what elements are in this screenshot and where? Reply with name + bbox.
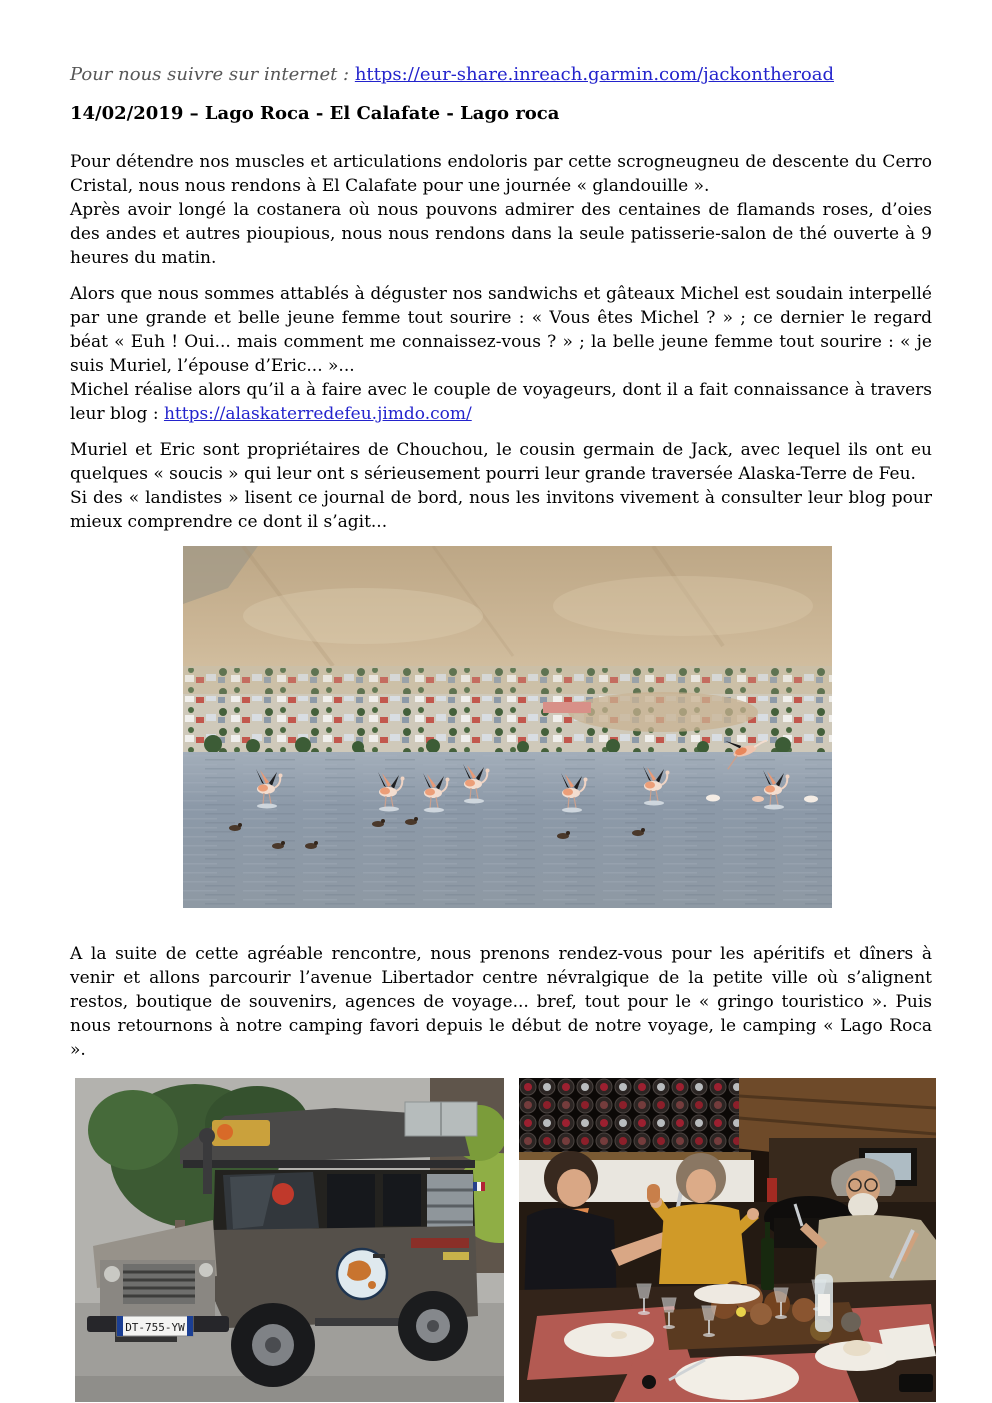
paragraph-3-line-a: Muriel et Eric sont propriétaires de Chouchou, le cousin germain de Jack, avec lequel ils ont eu quelques « soucis » qui leur ont s sérieusement pourri leur grande traversée Alaska-Terre de Feu. bbox=[70, 440, 932, 484]
middle-woman-face bbox=[686, 1169, 716, 1203]
photo-row bbox=[75, 1078, 932, 1402]
distant-flamingo bbox=[706, 795, 720, 802]
distant-flamingo bbox=[752, 796, 764, 802]
landrover-photo bbox=[75, 1078, 504, 1402]
mountain-light-patch bbox=[553, 576, 813, 636]
lemon-wedge bbox=[736, 1307, 746, 1317]
alaska-blog-link[interactable]: https://alaskaterredefeu.jimdo.com/ bbox=[163, 404, 472, 424]
paragraph-4: A la suite de cette agréable rencontre, nous prenons rendez-vous pour les apéritifs et dîners à venir et allons parcourir l’avenue Libertador centre névralgique de la petite ville où s’alignent restos, boutique de souvenirs, agences de voyage... bref, tout pour le « gringo touristico ». Puis nous retournons à notre camping favori depuis le début de notre voyage, le camping « Lago Roca ». bbox=[70, 944, 932, 1060]
wine-bottle-wall bbox=[519, 1078, 739, 1154]
landrover-photo-art bbox=[75, 1078, 504, 1402]
intro-line bbox=[70, 63, 932, 87]
door-handle bbox=[373, 1254, 385, 1258]
paragraph-2-line-a: Alors que nous sommes attablés à déguster nos sandwichs et gâteaux Michel est soudain interpellé par une grande et belle jeune femme tout sourire : « Vous êtes Michel ? » ; ce dernier le regard béat « Euh ! Oui... mais comment me connaissez-vous ? » ; la belle jeune femme tout sourire : « je suis Muriel, l’épouse d’Eric... »... bbox=[70, 284, 932, 376]
intro-label: Pour nous suivre sur internet : bbox=[70, 64, 355, 85]
butter bbox=[611, 1331, 627, 1339]
paragraph-1-line-a: Pour détendre nos muscles et articulations endoloris par cette scrogneugneu de descente du Cerro Cristal, nous nous rendons à El Calafate pour une journée « glandouille ». bbox=[70, 152, 932, 196]
date-heading: 14/02/2019 – Lago Roca - El Calafate - Lago roca bbox=[70, 103, 560, 124]
rear-wheel bbox=[398, 1291, 468, 1361]
side-window-front bbox=[327, 1174, 375, 1228]
left-woman-face bbox=[557, 1169, 591, 1207]
mountain-light-patch bbox=[243, 588, 483, 644]
side-step bbox=[315, 1318, 407, 1326]
dinner-photo-art bbox=[519, 1078, 936, 1402]
side-decals bbox=[411, 1238, 469, 1248]
paragraph-2-line-b: Michel réalise alors qu’il a à faire avec le couple de voyageurs, dont il a fait connaissance à travers leur blog : bbox=[70, 380, 932, 424]
upper-town-strip bbox=[183, 666, 832, 696]
dinner-photo bbox=[519, 1078, 936, 1402]
paragraph-1 bbox=[70, 150, 932, 270]
paragraph-3 bbox=[70, 438, 932, 534]
headlight-left bbox=[104, 1266, 120, 1282]
grille bbox=[123, 1264, 195, 1304]
snorkel bbox=[203, 1136, 212, 1194]
paragraph-2 bbox=[70, 282, 932, 426]
food-piece bbox=[647, 1184, 660, 1203]
salmon-building bbox=[543, 702, 591, 713]
paragraph-3-line-b: Si des « landistes » lisent ce journal de bord, nous les invitons vivement à consulter leur blog pour mieux comprendre ce dont il s’agit... bbox=[70, 488, 932, 532]
table-knob bbox=[642, 1375, 656, 1389]
phone bbox=[899, 1374, 933, 1392]
flamingos-photo-art bbox=[183, 546, 832, 908]
bare-hill-patch bbox=[568, 692, 758, 732]
side-decals bbox=[443, 1252, 469, 1260]
bread-roll bbox=[843, 1340, 871, 1356]
red-jacket-inside bbox=[272, 1183, 294, 1205]
water-bottle bbox=[815, 1274, 833, 1332]
license-plate-text: DT-755-YW bbox=[125, 1321, 185, 1334]
side-window-rear bbox=[383, 1174, 421, 1226]
garmin-tracking-link[interactable]: https://eur-share.inreach.garmin.com/jackontheroad bbox=[354, 64, 835, 85]
middle-woman-hand bbox=[747, 1208, 759, 1220]
napkin bbox=[879, 1324, 936, 1362]
french-flag bbox=[473, 1182, 485, 1191]
paragraph-1-line-b: Après avoir longé la costanera où nous pouvons admirer des centaines de flamands roses, d’oies des andes et autres pioupious, nous nous rendons dans la seule patisserie-salon de thé ouverte à 9 heures du matin. bbox=[70, 200, 932, 268]
distant-flamingo bbox=[804, 796, 818, 803]
flamingos-photo bbox=[183, 546, 832, 908]
license-plate bbox=[117, 1316, 193, 1336]
headlight-right bbox=[199, 1263, 213, 1277]
exit-sign bbox=[767, 1178, 777, 1204]
tent-sticker-sun bbox=[217, 1124, 233, 1140]
sauce-bowl bbox=[841, 1312, 861, 1332]
roof-rack-rail bbox=[183, 1160, 475, 1168]
front-wheel bbox=[231, 1303, 315, 1387]
